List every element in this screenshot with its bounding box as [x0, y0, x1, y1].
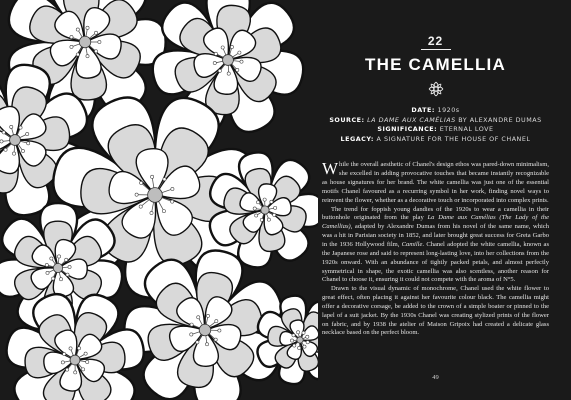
camellia-anther — [205, 343, 208, 346]
camellia-anther — [26, 132, 29, 135]
meta-source-rest: BY ALEXANDRE DUMAS — [458, 115, 542, 124]
paragraph-3 — [322, 285, 549, 338]
camellia-center — [261, 206, 269, 214]
camellia-anther — [76, 53, 79, 56]
camellia-anther — [4, 148, 7, 151]
camellia-anther — [70, 35, 73, 38]
camellia-anther — [46, 271, 49, 274]
camellia-anther — [86, 26, 89, 29]
paragraph-1-text: hile the overall aesthetic of Chanel's design ethos was pared-down minimalism, she excelled in adding provocative touches that became instantly recognizable as house signatures for her brand. The white camellia was just one of the essential motifs Chanel favoured as a recurring symbol in her work, finding novel ways to reinvent the flower, whether as a decorative touch or incorporated into complex prints. — [322, 161, 549, 204]
camellia-anther — [274, 206, 277, 209]
camellia-anther — [69, 347, 72, 350]
camellia-anther — [270, 200, 273, 203]
camellia-anther — [190, 333, 193, 336]
camellia-anther — [86, 360, 89, 363]
camellia-center — [199, 324, 211, 336]
camellia-anther — [273, 213, 276, 216]
camellia-anther — [260, 218, 263, 221]
camellia-anther — [293, 344, 296, 347]
camellia-anther — [84, 352, 87, 355]
meta-legacy — [322, 135, 549, 145]
camellia-anther — [70, 45, 73, 48]
camellia-anther — [65, 258, 68, 261]
camellia-anther — [12, 152, 15, 155]
camellia-anther — [0, 140, 3, 143]
camellia-anther — [218, 69, 221, 72]
camellia-anther — [214, 338, 217, 341]
camellia-anther — [215, 320, 218, 323]
camellia-center — [148, 188, 163, 203]
camellia-anther — [290, 339, 293, 342]
camellia-center — [10, 135, 21, 146]
camellia-anther — [66, 273, 69, 276]
camellia-anther — [230, 45, 233, 48]
camellia-anther — [190, 323, 193, 326]
camellia-anther — [59, 278, 62, 281]
camellia-anther — [94, 31, 97, 34]
camellia-anther — [306, 341, 309, 344]
camellia-center — [297, 337, 303, 343]
camellia-anther — [296, 331, 299, 334]
meta-legacy-label: LEGACY: — [340, 134, 374, 143]
chapter-title: THE CAMELLIA — [365, 55, 506, 74]
camellia-anther — [61, 361, 64, 364]
camellia-anther — [86, 55, 89, 58]
camellia-anther — [150, 211, 153, 214]
camellia-anther — [303, 345, 306, 348]
camellia-anther — [238, 51, 241, 54]
meta-date-value: 1920s — [437, 106, 460, 114]
camellia-anther — [171, 187, 174, 190]
camellia-anther — [227, 72, 230, 75]
camellia-anther — [206, 314, 209, 317]
meta-significance — [322, 125, 549, 135]
camellia-anther — [163, 178, 166, 181]
camellia-anther — [51, 277, 54, 280]
paragraph-2-part-b: , adapted by Alexandre Dumas from his novel of the same name, which was a hit in Parisian society in 1852, and later brought great success for Greta Garbo in the 1936 Hollywood film, — [322, 223, 549, 248]
camellia-anther — [19, 126, 22, 129]
camellia-center — [223, 55, 234, 66]
camellia-anther — [74, 371, 77, 374]
camellia-anther — [256, 201, 259, 204]
camellia-anther — [214, 52, 217, 55]
meta-source-title: LA DAME AUX CAMÉLIAS — [367, 115, 456, 124]
camellia-anther — [140, 181, 143, 184]
camellia-anther — [306, 335, 309, 338]
camellia-anther — [63, 352, 66, 355]
camellia-anther — [10, 125, 13, 128]
camellia-center — [70, 355, 80, 365]
camellia-anther — [57, 255, 60, 258]
camellia-anther — [82, 368, 85, 371]
camellia-anther — [151, 175, 154, 178]
camellia-anther — [45, 263, 48, 266]
camellia-anther — [21, 149, 24, 152]
meta-source — [322, 116, 549, 126]
paragraph-3-text: Drawn to the visual dynamic of monochrome, Chanel used the white flower to great effect, often placing it against her favourite colour black. The camellia might offer a decorative corsage, be added to the crown of a simple boater or pinned to the lapel of a suit jacket. By the 1930s Chanel was creating stylized prints of the flower on fabric, and by 1938 the atelier of Maison Gripoix had created a delicate glass necklace based on the perfect bloom. — [322, 285, 549, 337]
camellia-anther — [213, 61, 216, 64]
paragraph-2-title-2: Camille — [401, 240, 423, 248]
camellia-anther — [196, 341, 199, 344]
paragraph-1 — [322, 161, 549, 205]
camellia-anther — [267, 218, 270, 221]
camellia-anther — [162, 209, 165, 212]
camellia-emblem-icon — [428, 81, 444, 97]
paragraph-2 — [322, 206, 549, 286]
camellia-anther — [171, 200, 174, 203]
paragraph-2-part-a: The trend for foppish young dandies of the 1920s to wear a camellia in their buttonhole originated from the play — [322, 205, 549, 222]
camellia-center — [79, 36, 91, 48]
meta-significance-label: SIGNIFICANCE: — [377, 125, 438, 134]
camellia-anther — [302, 331, 305, 334]
meta-source-label: SOURCE: — [329, 115, 365, 124]
camellia-anther — [135, 193, 138, 196]
meta-significance-value: ETERNAL LOVE — [439, 125, 494, 134]
camellia-center — [53, 263, 62, 272]
camellia-anther — [50, 257, 53, 260]
camellia-anther — [298, 346, 301, 349]
body-text — [322, 161, 549, 338]
camellia-anther — [218, 329, 221, 332]
paragraph-2-title-1: La Dame aux Camélias (The Lady of the Camellias) — [322, 214, 549, 231]
meta-date-label: DATE: — [411, 106, 435, 114]
meta-date — [322, 106, 549, 116]
camellia-anther — [255, 214, 258, 217]
chapter-meta — [322, 106, 549, 144]
camellia-anther — [221, 46, 224, 49]
meta-legacy-value: A SIGNATURE FOR THE HOUSE OF CHANEL — [376, 134, 531, 143]
camellia-anther — [77, 347, 80, 350]
camellia-anther — [98, 40, 101, 43]
camellia-anther — [2, 131, 5, 134]
camellia-anther — [292, 334, 295, 337]
page-number: 49 — [432, 374, 439, 381]
camellia-anther — [240, 60, 243, 63]
camellia-anther — [66, 368, 69, 371]
paragraph-2-part-c: . Chanel adopted the white camellia, known as the Japanese rose and said to represent long-lasting love, into her collections from the 1920s onward. With an abundance of tightly packed petals, and almost perfectly symmetrical in shape, the exotic camellia was also scentless, another reason for Chanel to choose it, ensuring it could not compete with the aroma of N°5. — [322, 240, 549, 284]
camellia-anther — [139, 205, 142, 208]
text-column — [318, 0, 571, 400]
camellia-anther — [68, 265, 71, 268]
camellia-anther — [27, 142, 30, 145]
drop-cap: W — [322, 159, 339, 179]
camellia-anther — [197, 316, 200, 319]
camellia-anther — [94, 50, 97, 53]
camellia-anther — [253, 207, 256, 210]
camellia-anther — [76, 28, 79, 31]
chapter-number: 22 — [421, 34, 451, 50]
camellia-anther — [236, 68, 239, 71]
camellia-anther — [263, 198, 266, 201]
